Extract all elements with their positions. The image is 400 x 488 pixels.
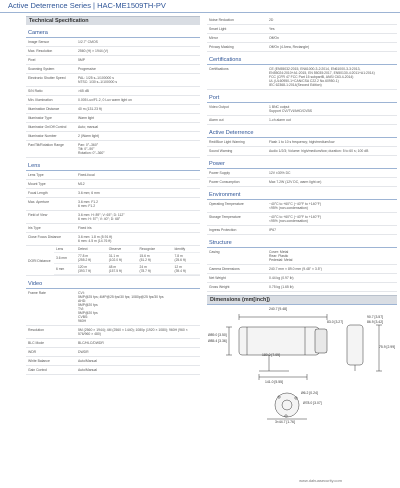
spec-value: 1 BNC output Support CVI/TVI/AHD/CVBS [269,105,312,113]
spec-label: Focal Length [28,191,48,195]
dim-height-c: 83.0 [3.27] [327,320,344,324]
spec-row [26,348,200,357]
spec-label: Smart Light [209,27,227,31]
spec-value: Progressive [78,67,96,71]
spec-label: Camera Dimensions [209,267,240,271]
active-deterrence-heading: Active Deterrence [207,128,397,138]
spec-row [26,171,200,180]
right-column [207,16,397,425]
dori-cell-detect: 120 m (393.7 ft) [76,264,107,275]
spec-value: 0.44 kg (0.97 lb) [269,276,294,280]
dori-header-cell: Lens [54,246,76,253]
spec-label: Field of View [28,213,48,217]
spec-row [26,114,200,123]
spec-value: Off/On [269,36,279,40]
environment-heading: Environment [207,190,397,200]
structure-heading: Structure [207,238,397,248]
certifications-table [207,65,397,90]
power-heading: Power [207,159,397,169]
footer-url: www.dahuasecurity.com [299,478,342,483]
spec-label: Lens Type [28,173,44,177]
spec-row [26,211,200,224]
certifications-heading: Certifications [207,55,397,65]
video-extra-table [207,16,397,52]
spec-row [26,96,200,105]
spec-row [26,123,200,132]
spec-row [207,43,397,52]
dimension-drawing [207,305,397,425]
spec-row [207,16,397,25]
spec-value: 0.005 Lux/F1.2, 0 Lux warm light on [78,98,132,102]
spec-row [207,34,397,43]
spec-value: 1/2.7" CMOS [78,40,98,44]
lens-spec-table [26,171,200,246]
dim-front-diameter: Ø89.0 [3.50] [208,333,227,337]
section-header: Technical Specification [26,16,200,25]
video-heading: Video [26,279,200,289]
spec-label: Pan/Tilt/Rotation Range [28,143,64,147]
dim-front-diameter-2: Ø85.4 [3.36] [208,339,227,343]
spec-value: PAL: 1/25 s–1/100000 s NTSC: 1/30 s–1/100000 s [78,76,118,84]
dori-header-cell: Recognize [138,246,173,253]
spec-value: 12V ±30% DC [269,171,291,175]
dori-cell-observe: 48 m (157.5 ft) [107,264,138,275]
spec-label: Casing [209,250,220,254]
spec-label: Mount Type [28,182,46,186]
dori-cell-lens: 3.6 mm [54,253,76,264]
spec-label: Power Supply [209,171,230,175]
spec-row [207,103,397,116]
spec-value: 3.6 mm; 6 mm [78,191,100,195]
dim-hole-spacing: 3×44.7 [1.76] [275,420,295,424]
spec-row [26,198,200,211]
spec-row [26,224,200,233]
spec-row [26,105,200,114]
spec-row [26,141,200,158]
spec-value: Fixed-focal [78,173,95,177]
spec-row [26,366,200,375]
spec-value: CVI: 5MP@25 fps; 4MP@25 fps/30 fps; 1080p@25 fps/30 fps AHD: 5MP@20 fps TVI: 5MP@20 fps CVBS: 960H [78,291,164,323]
spec-row [26,65,200,74]
video-spec-table [26,289,200,375]
spec-value: DWDR [78,350,89,354]
spec-row [207,116,397,125]
spec-label: Min. Illumination [28,98,53,102]
dori-cell-observe: 31.1 m (102.0 ft) [107,253,138,264]
spec-value: 2D [269,18,274,22]
left-column [26,16,200,375]
spec-value: Yes [269,27,275,31]
dori-label: DORI Distance [28,258,51,263]
spec-value: Auto; manual [78,125,98,129]
spec-value: 5MP [78,58,85,62]
spec-label: Video Output [209,105,229,109]
spec-row [26,87,200,96]
spec-row [26,233,200,246]
dori-table [26,246,200,276]
spec-value: Fixed iris [78,226,92,230]
spec-value: Auto/Manual [78,359,98,363]
dim-hole-diameter: Ø6.2 [0.24] [301,391,318,395]
dori-row [54,264,200,275]
spec-row [26,339,200,348]
spec-label: S/N Ratio [28,89,43,93]
spec-label: Max. Resolution [28,49,53,53]
camera-heading: Camera [26,28,200,38]
dimensions-heading-box [207,295,397,305]
environment-table [207,200,397,235]
dori-header-cell: Observe [107,246,138,253]
spec-label: Power Consumption [209,180,240,184]
spec-label: White Balance [28,359,50,363]
spec-label: WDR [28,350,37,354]
dimensions-heading: Dimensions (mm[inch]) [207,295,397,304]
spec-label: Sound Warning [209,149,233,153]
spec-row [207,200,397,213]
spec-value: Pan: 0°–360° Tilt: 0°–90° Rotation: 0°–360° [78,143,105,155]
spec-row [207,147,397,156]
lens-heading: Lens [26,161,200,171]
spec-value: BLC/HLC/DWDR [78,341,104,345]
spec-label: Privacy Masking [209,45,234,49]
spec-row [26,326,200,339]
spec-row [207,65,397,90]
spec-row [26,74,200,87]
spec-row [26,289,200,326]
spec-value: 2 (Warm light) [78,134,100,138]
spec-value: 240.7 mm × 89.0 mm (9.48" × 3.5") [269,267,322,271]
spec-label: Operating Temperature [209,202,244,206]
spec-row [26,180,200,189]
spec-row [207,283,397,292]
spec-label: BLC Mode [28,341,45,345]
spec-row [26,56,200,65]
dori-cell-identify: 12 m (39.4 ft) [173,264,201,275]
spec-label: Scanning System [28,67,55,71]
spec-label: Resolution [28,328,45,332]
spec-value: 3.6 mm: H: 89°; V: 65°; D: 112° 6 mm: H: 57°; V: 40°; D: 68° [78,213,125,221]
spec-row [207,25,397,34]
spec-value: 1-ch alarm out [269,118,291,122]
dim-mount-diameter: Ø78.0 [3.07] [303,401,322,405]
spec-label: Close Focus Distance [28,235,61,239]
spec-value: Auto/Manual [78,368,98,372]
spec-row [207,248,397,265]
spec-row [207,138,397,147]
spec-value: 0.75 kg (1.65 lb) [269,285,294,289]
port-heading: Port [207,93,397,103]
spec-value: Flash 1 to 10 s frequency; high/medium/low [269,140,335,144]
spec-label: Illuminator On/Off Control [28,125,67,129]
active-deterrence-table [207,138,397,156]
dori-cell-recognize: 24 m (78.7 ft) [138,264,173,275]
spec-label: Frame Rate [28,291,46,295]
spec-row [207,226,397,235]
camera-spec-table [26,38,200,158]
power-table [207,169,397,187]
dori-cell-recognize: 15.6 m (51.2 ft) [138,253,173,264]
spec-value: Warm light [78,116,95,120]
spec-row [26,38,200,47]
spec-label: Max. Aperture [28,200,50,204]
dori-header-cell: Detect [76,246,107,253]
structure-table [207,248,397,292]
dori-cell-identify: 7.8 m (25.6 ft) [173,253,201,264]
spec-value: −40°C to +60°C (−40°F to +140°F) <95% (non-condensation) [269,215,321,223]
spec-value: 40 m (131.23 ft) [78,107,102,111]
spec-row [26,47,200,56]
spec-value: >65 dB [78,89,89,93]
dim-height-b: 86.9 [3.42] [367,320,384,324]
spec-label: Certifications [209,67,229,71]
spec-label: Ingress Protection [209,228,237,232]
spec-value: 5M (2560 × 1944); 4M (2560 × 1440); 1080p (1920 × 1080); 960H (960 × 576/960 × 480) [78,328,188,336]
spec-label: Noise Reduction [209,18,234,22]
spec-value: Max 7.2W (12V DC, warm light on) [269,180,322,184]
dim-bracket-length: 141.0 [5.55] [265,380,283,384]
spec-label: Image Sensor [28,40,50,44]
spec-label: Storage Temperature [209,215,241,219]
spec-value: 3.6 mm: 1.8 m (5.91 ft) 6 mm: 4.5 m (14.76 ft) [78,235,113,243]
dim-body-length: 180.0 [7.09] [262,353,280,357]
spec-row [26,357,200,366]
dori-row [54,253,200,264]
spec-value: −40°C to +60°C (−40°F to +140°F) <95% (non-condensation) [269,202,321,210]
spec-value: IP67 [269,228,276,232]
spec-row [26,189,200,198]
spec-value: CE (EN55032:2015, EN61000-3-2:2014, EN61000-3-3:2013, EN55024:2010+A1:2015, EN 55035:2017, EN50130-4:2011+A1:2014) FCC (CFR 47 FCC Part 15 subpartB, ANSI C63.4-2014) UL (UL60950-1+CAN/CSA C22.2 No.60950-1) IEC 62368-1:2014(Second Edition) [269,67,375,87]
port-table [207,103,397,125]
spec-label: Electronic Shutter Speed [28,76,66,80]
dim-height-a: 90.7 [3.57] [367,315,384,319]
spec-label: Gain Control [28,368,48,372]
spec-label: Illuminator Number [28,134,57,138]
spec-label: Illuminator Type [28,116,52,120]
dori-cell-detect: 77.8 m (255.2 ft) [76,253,107,264]
spec-label: Illumination Distance [28,107,60,111]
spec-value: M12 [78,182,85,186]
spec-label: Gross Weight [209,285,230,289]
dori-cell-lens: 6 mm [54,264,76,275]
spec-value: Cover: Metal Rear: Plastic Pedestal: Metal [269,250,293,262]
spec-value: Audio 1/2/3; Volume: high/medium/low; duration: 5 to 60 s; 100 dB [269,149,369,153]
spec-label: Iris Type [28,226,41,230]
spec-label: Alarm out [209,118,224,122]
title-divider [0,12,400,13]
dim-side-height: 75.9 [2.99] [379,345,396,349]
spec-row [207,169,397,178]
spec-row [207,213,397,226]
spec-value: 2560 (H) × 1944 (V) [78,49,109,53]
dori-header-cell: Identify [173,246,201,253]
dim-overall-length: 240.7 [9.48] [269,307,287,311]
spec-row [207,178,397,187]
spec-label: Pixel [28,58,36,62]
spec-row [207,265,397,274]
spec-row [26,132,200,141]
doc-title: Active Deterrence Series | HAC-ME1509TH-PV [8,1,166,10]
spec-value: Off/On (4 Area, Rectangle) [269,45,310,49]
spec-label: Mirror [209,36,218,40]
spec-label: Net Weight [209,276,226,280]
spec-value: 3.6 mm: F1.2 6 mm: F1.2 [78,200,98,208]
spec-label: Red/Blue Light Warning [209,140,245,144]
spec-row [207,274,397,283]
